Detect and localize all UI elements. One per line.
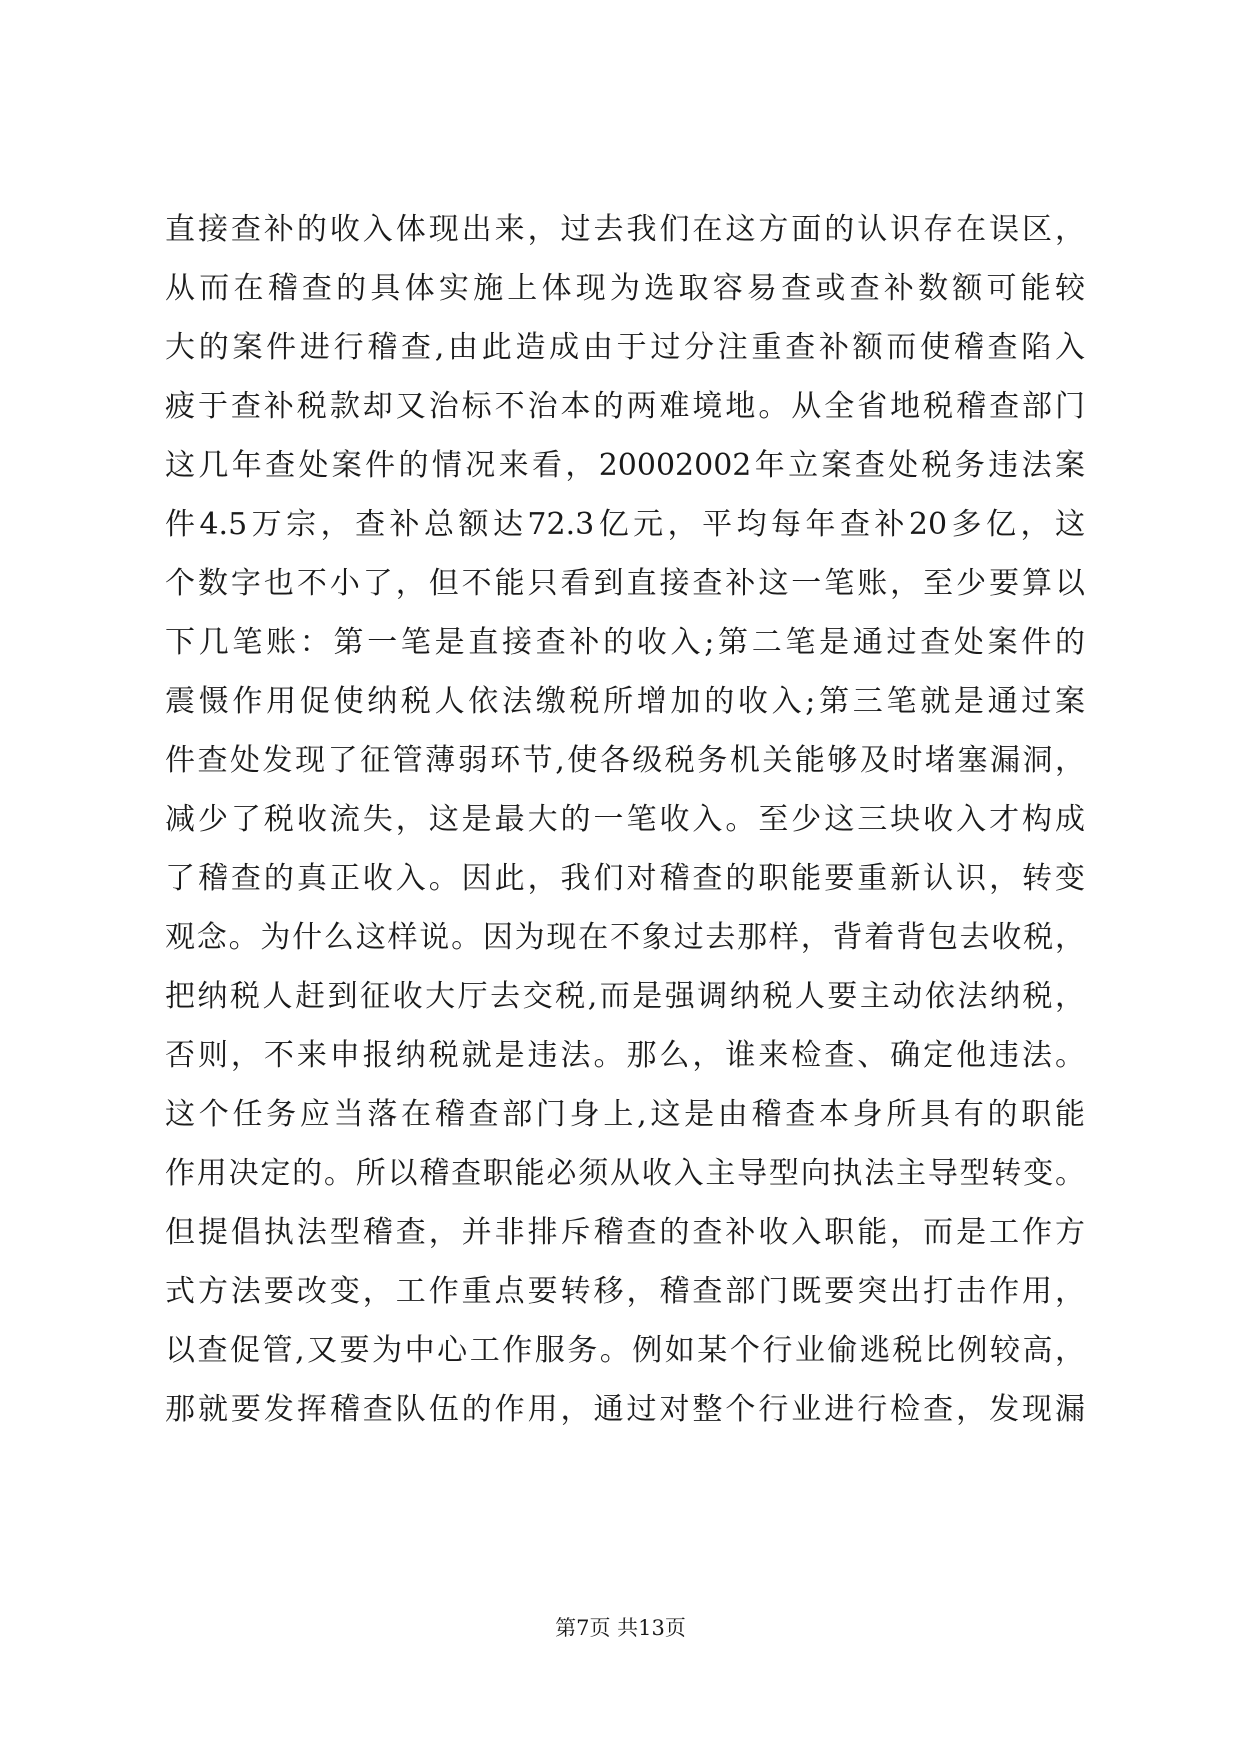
text-line: 疲于查补税款却又治标不治本的两难境地。从全省地税稽查部门 — [165, 389, 1085, 424]
text-line: 个数字也不小了，但不能只看到直接查补这一笔账，至少要算以 — [165, 566, 1085, 601]
text-line: 大的案件进行稽查,由此造成由于过分注重查补额而使稽查陷入 — [165, 330, 1085, 365]
text-line: 但提倡执法型稽查，并非排斥稽查的查补收入职能，而是工作方 — [165, 1215, 1085, 1250]
text-line: 这个任务应当落在稽查部门身上,这是由稽查本身所具有的职能 — [165, 1097, 1085, 1132]
text-line: 否则，不来申报纳税就是违法。那么，谁来检查、确定他违法。 — [165, 1038, 1085, 1073]
text-line: 作用决定的。所以稽查职能必须从收入主导型向执法主导型转变。 — [165, 1156, 1085, 1191]
text-line: 直接查补的收入体现出来，过去我们在这方面的认识存在误区， — [165, 212, 1085, 247]
text-line: 以查促管,又要为中心工作服务。例如某个行业偷逃税比例较高， — [165, 1333, 1085, 1368]
text-line: 那就要发挥稽查队伍的作用，通过对整个行业进行检查，发现漏 — [165, 1392, 1085, 1427]
page-footer: 第7页 共13页 — [555, 1616, 686, 1640]
text-line: 把纳税人赶到征收大厅去交税,而是强调纳税人要主动依法纳税， — [165, 979, 1085, 1014]
text-line: 这几年查处案件的情况来看，20002002年立案查处税务违法案 — [165, 448, 1085, 483]
text-line: 件查处发现了征管薄弱环节,使各级税务机关能够及时堵塞漏洞， — [165, 743, 1085, 778]
text-line: 观念。为什么这样说。因为现在不象过去那样，背着背包去收税， — [165, 920, 1085, 955]
text-line: 下几笔账：第一笔是直接查补的收入;第二笔是通过查处案件的 — [165, 625, 1085, 660]
text-line: 从而在稽查的具体实施上体现为选取容易查或查补数额可能较 — [165, 271, 1085, 306]
text-line: 式方法要改变，工作重点要转移，稽查部门既要突出打击作用， — [165, 1274, 1085, 1309]
body-text — [165, 200, 1085, 1439]
text-line: 减少了税收流失，这是最大的一笔收入。至少这三块收入才构成 — [165, 802, 1085, 837]
text-line: 件4.5万宗，查补总额达72.3亿元，平均每年查补20多亿，这 — [165, 507, 1085, 542]
text-line: 了稽查的真正收入。因此，我们对稽查的职能要重新认识，转变 — [165, 861, 1085, 896]
text-line: 震慑作用促使纳税人依法缴税所增加的收入;第三笔就是通过案 — [165, 684, 1085, 719]
